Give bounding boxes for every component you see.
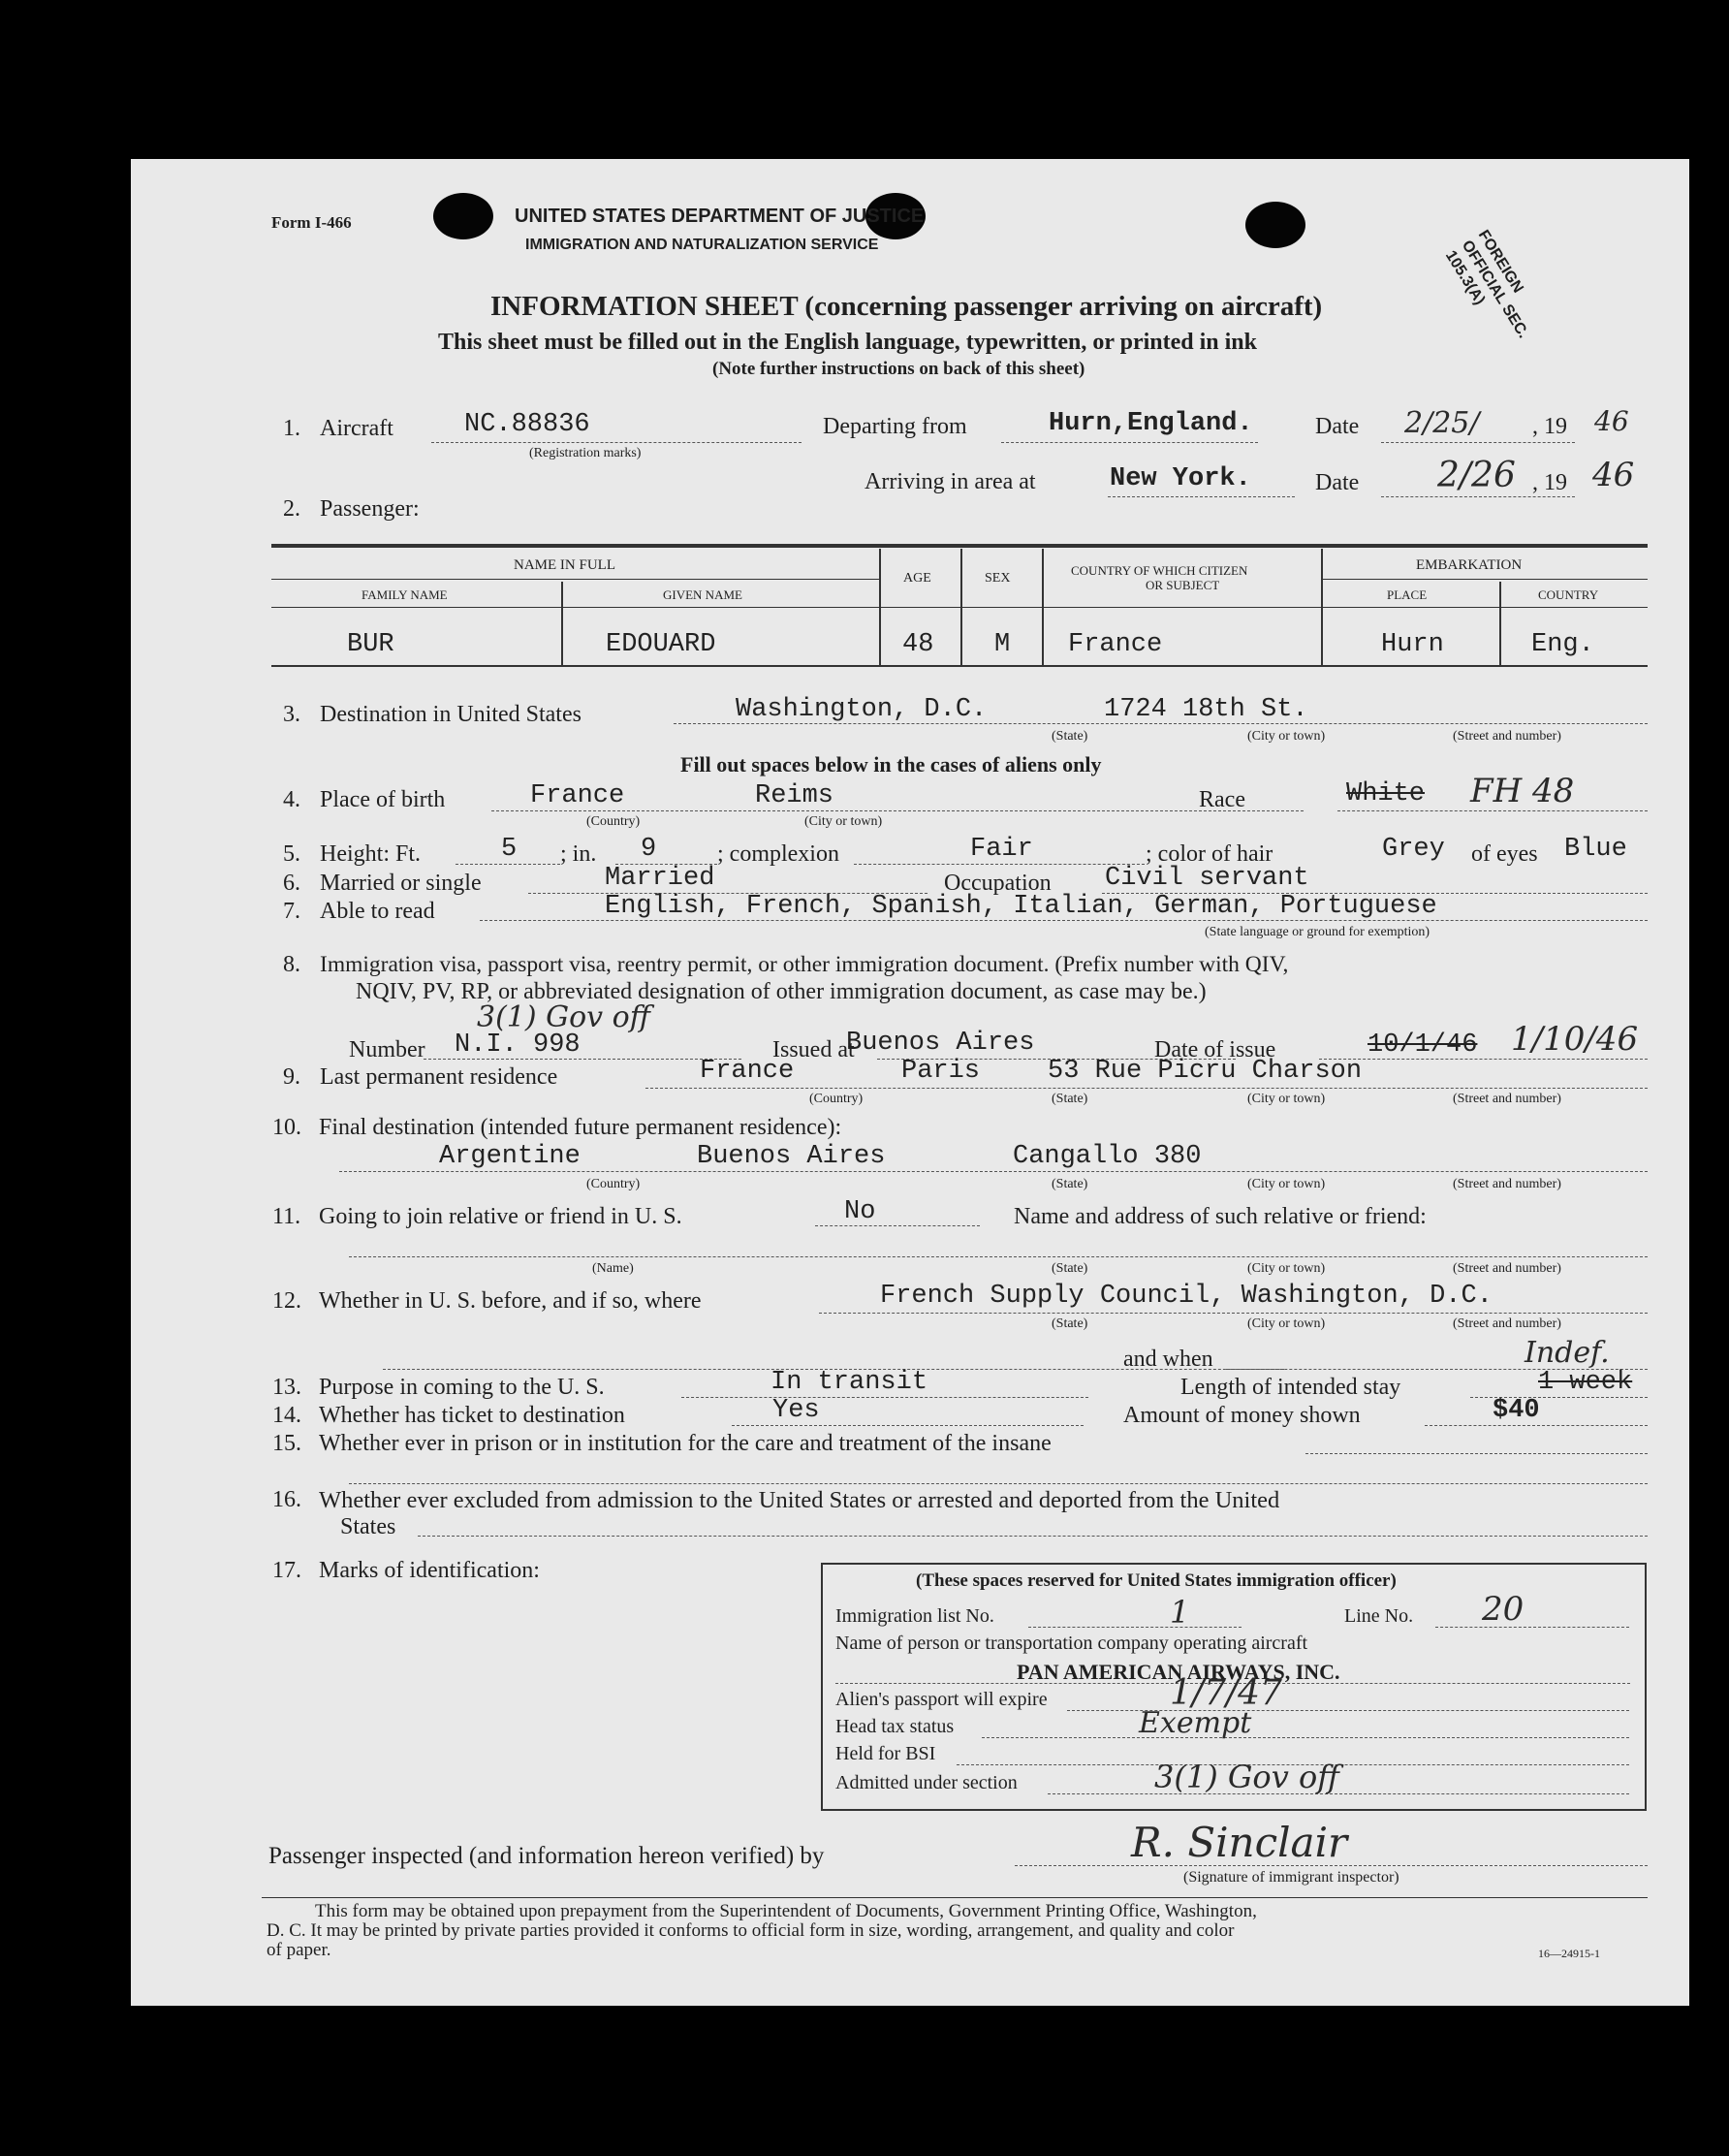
sub-street: (Street and number): [1453, 729, 1561, 744]
stay-label: Length of intended stay: [1180, 1375, 1401, 1400]
item1-number: 1.: [283, 416, 300, 441]
operator-label: Name of person or transportation company operating aircraft: [835, 1633, 1308, 1654]
prison-label: Whether ever in prison or in institution for the care and treatment of the insane: [319, 1431, 1052, 1456]
join-relative-label: Going to join relative or friend in U. S.: [319, 1204, 682, 1229]
citizen-header-1: COUNTRY OF WHICH CITIZEN: [1071, 563, 1248, 578]
height-ft: 5: [501, 835, 518, 864]
passenger-label: Passenger:: [320, 496, 420, 522]
sub-name: (Name): [592, 1261, 634, 1276]
item14-number: 14.: [272, 1403, 301, 1428]
height-label: Height: Ft.: [320, 841, 422, 867]
issued-label: Issued at: [772, 1037, 855, 1062]
footer-line3: of paper.: [267, 1940, 331, 1960]
bsi-label: Held for BSI: [835, 1743, 936, 1764]
arrival-date-value: 2/26: [1437, 456, 1516, 495]
sub-country: (Country): [586, 1177, 641, 1191]
inches-label: ; in.: [560, 841, 597, 867]
eyes-label: of eyes: [1471, 841, 1538, 867]
languages-value: English, French, Spanish, Italian, German, Portuguese: [605, 892, 1437, 921]
sub-country: (Country): [586, 814, 641, 829]
family-name-value: BUR: [347, 630, 394, 659]
previous-visit-label: Whether in U. S. before, and if so, where: [319, 1288, 702, 1314]
birth-city: Reims: [755, 781, 834, 810]
sub-city: (City or town): [1247, 729, 1326, 744]
hair-label: ; color of hair: [1146, 841, 1273, 867]
sex-value: M: [994, 630, 1011, 659]
list-label: Immigration list No.: [835, 1605, 994, 1627]
sub-state: (State): [1052, 1177, 1088, 1191]
passport-label: Alien's passport will expire: [835, 1689, 1048, 1710]
passport-value: 1/7/47: [1170, 1673, 1282, 1713]
country-header: COUNTRY: [1538, 587, 1599, 602]
join-relative-value: No: [844, 1197, 876, 1226]
birth-label: Place of birth: [320, 787, 446, 812]
item13-number: 13.: [272, 1375, 301, 1400]
sub-country: (Country): [809, 1092, 864, 1106]
money-label: Amount of money shown: [1123, 1403, 1361, 1428]
depart-year-prefix: , 19: [1532, 414, 1567, 439]
headtax-value: Exempt: [1139, 1706, 1252, 1740]
sub-state: (State): [1052, 1092, 1088, 1106]
headtax-label: Head tax status: [835, 1716, 955, 1737]
previous-visit-value: French Supply Council, Washington, D.C.: [880, 1282, 1493, 1311]
officer-box-heading: (These spaces reserved for United States immigration officer): [916, 1570, 1397, 1591]
item8-number: 8.: [283, 952, 300, 977]
final-state: Buenos Aires: [697, 1142, 886, 1171]
final-country: Argentine: [439, 1142, 581, 1171]
sheet-note: (Note further instructions on back of this sheet): [712, 359, 1085, 379]
sub-city: (City or town): [1247, 1177, 1326, 1191]
item11-number: 11.: [272, 1204, 301, 1229]
punch-hole-right: [1245, 202, 1305, 248]
embark-place-value: Hurn: [1381, 630, 1444, 659]
item8-line2: NQIV, PV, RP, or abbreviated designation of other immigration document, as case may be.): [356, 979, 1207, 1004]
final-city: Cangallo 380: [1013, 1142, 1202, 1171]
sex-header: SEX: [985, 571, 1011, 586]
aliens-heading: Fill out spaces below in the cases of aliens only: [680, 752, 1102, 777]
list-value: 1: [1170, 1594, 1190, 1631]
punch-hole-left: [433, 193, 493, 239]
languages-sub: (State language or ground for exemption): [1205, 925, 1430, 939]
foreign-official-stamp: FOREIGN OFFICIAL SEC. 105.3(A): [1441, 227, 1532, 341]
item7-number: 7.: [283, 899, 300, 924]
excluded-line1: Whether ever excluded from admission to the United States or arrested and deported from the United: [319, 1487, 1280, 1513]
item9-number: 9.: [283, 1064, 300, 1090]
depart-date-value: 2/25/: [1404, 406, 1480, 440]
item6-number: 6.: [283, 871, 300, 896]
money-value: $40: [1493, 1396, 1540, 1425]
item17-number: 17.: [272, 1558, 301, 1583]
item10-number: 10.: [272, 1115, 301, 1140]
department-title: UNITED STATES DEPARTMENT OF JUSTICE: [515, 206, 925, 227]
complexion-label: ; complexion: [717, 841, 839, 867]
item15-number: 15.: [272, 1431, 301, 1456]
occupation-value: Civil servant: [1105, 864, 1309, 893]
admitted-value: 3(1) Gov off: [1154, 1759, 1339, 1795]
footer-line1: This form may be obtained upon prepayment from the Superintendent of Documents, Government Printing Office, Washington,: [315, 1901, 1257, 1921]
age-header: AGE: [903, 571, 931, 586]
depart-year-value: 46: [1594, 405, 1629, 437]
line-label: Line No.: [1344, 1605, 1414, 1627]
family-name-header: FAMILY NAME: [362, 587, 448, 602]
aircraft-value: NC.88836: [464, 410, 590, 439]
sub-street: (Street and number): [1453, 1092, 1561, 1106]
eyes-value: Blue: [1564, 835, 1627, 864]
item5-number: 5.: [283, 841, 300, 867]
identification-label: Marks of identification:: [319, 1558, 540, 1583]
birth-country: France: [530, 781, 625, 810]
visa-annotation: 3(1) Gov off: [477, 1000, 650, 1034]
sheet-title: INFORMATION SHEET (concerning passenger arriving on aircraft): [490, 291, 1323, 322]
sub-state: (State): [1052, 729, 1088, 744]
admitted-label: Admitted under section: [835, 1772, 1018, 1793]
issue-date-handwritten: 1/10/46: [1511, 1020, 1639, 1059]
given-name-value: EDOUARD: [606, 630, 716, 659]
inspection-label: Passenger inspected (and information hereon verified) by: [268, 1843, 825, 1869]
officer-box: [821, 1563, 1647, 1811]
item3-number: 3.: [283, 702, 300, 727]
departing-label: Departing from: [823, 414, 967, 439]
sub-city: (City or town): [1247, 1316, 1326, 1331]
arrival-year-prefix: , 19: [1532, 470, 1567, 495]
race-value: White: [1346, 779, 1426, 808]
visa-number-label: Number: [349, 1037, 425, 1062]
complexion-value: Fair: [970, 835, 1033, 864]
embarkation-header: EMBARKATION: [1416, 557, 1523, 573]
sub-city: (City or town): [1247, 1261, 1326, 1276]
issue-date-typed: 10/1/46: [1367, 1030, 1478, 1060]
footer-line2: D. C. It may be printed by private parties provided it conforms to official form in size, wording, arrangement, and quality and color: [267, 1920, 1235, 1941]
item16-number: 16.: [272, 1487, 301, 1512]
read-label: Able to read: [320, 899, 435, 924]
age-value: 48: [902, 630, 934, 659]
date-of-issue-label: Date of issue: [1154, 1037, 1276, 1062]
stay-typed: 1 week: [1538, 1368, 1633, 1397]
excluded-line2: States: [340, 1514, 396, 1539]
sub-city: (City or town): [804, 814, 883, 829]
race-note: FH 48: [1470, 772, 1575, 810]
form-number: Form I-466: [271, 213, 352, 232]
residence-street: 53 Rue Picru Charson: [1048, 1057, 1363, 1086]
ticket-label: Whether has ticket to destination: [319, 1403, 625, 1428]
form-sheet: [131, 159, 1689, 2006]
operator-value: PAN AMERICAN AIRWAYS, INC.: [1017, 1660, 1340, 1684]
visa-number-value: N.I. 998: [455, 1030, 581, 1060]
purpose-value: In transit: [770, 1368, 928, 1397]
arriving-value: New York.: [1110, 464, 1251, 493]
line-value: 20: [1482, 1590, 1525, 1629]
sheet-subtitle: This sheet must be filled out in the English language, typewritten, or printed in ink: [438, 330, 1257, 355]
hair-value: Grey: [1382, 835, 1445, 864]
sub-street: (Street and number): [1453, 1316, 1561, 1331]
destination-state: Washington, D.C.: [736, 695, 988, 724]
arrival-date-label: Date: [1315, 470, 1360, 495]
item8-line1: Immigration visa, passport visa, reentry permit, or other immigration document. (Prefix number with QIV,: [320, 952, 1289, 977]
service-title: IMMIGRATION AND NATURALIZATION SERVICE: [525, 237, 879, 253]
aircraft-sub: (Registration marks): [529, 446, 642, 460]
destination-label: Destination in United States: [320, 702, 582, 727]
citizen-value: France: [1068, 630, 1163, 659]
residence-state: Paris: [901, 1057, 981, 1086]
sub-street: (Street and number): [1453, 1261, 1561, 1276]
departing-value: Hurn,England.: [1049, 409, 1253, 438]
final-destination-label: Final destination (intended future permanent residence):: [319, 1115, 842, 1140]
relative-name-label: Name and address of such relative or friend:: [1014, 1204, 1427, 1229]
arrival-year-value: 46: [1592, 456, 1635, 494]
item12-number: 12.: [272, 1288, 301, 1314]
arriving-label: Arriving in area at: [864, 469, 1036, 494]
destination-street: 1724 18th St.: [1104, 695, 1308, 724]
race-label: Race: [1199, 787, 1245, 812]
residence-label: Last permanent residence: [320, 1064, 558, 1090]
item2-number: 2.: [283, 496, 300, 522]
ticket-value: Yes: [772, 1396, 820, 1425]
name-in-full-header: NAME IN FULL: [514, 557, 615, 573]
stay-handwritten: Indef.: [1525, 1336, 1610, 1370]
married-label: Married or single: [320, 871, 482, 896]
place-header: PLACE: [1387, 587, 1428, 602]
item4-number: 4.: [283, 787, 300, 812]
when-label: and when: [1123, 1347, 1213, 1372]
aircraft-label: Aircraft: [320, 416, 393, 441]
date-label: Date: [1315, 414, 1360, 439]
issued-value: Buenos Aires: [846, 1029, 1035, 1058]
height-in: 9: [641, 835, 657, 864]
married-value: Married: [605, 864, 715, 893]
citizen-header-2: OR SUBJECT: [1146, 578, 1220, 592]
signature-sub: (Signature of immigrant inspector): [1183, 1869, 1399, 1886]
sub-street: (Street and number): [1453, 1177, 1561, 1191]
occupation-label: Occupation: [944, 871, 1052, 896]
inspector-signature: R. Sinclair: [1131, 1819, 1348, 1866]
given-name-header: GIVEN NAME: [663, 587, 742, 602]
footer-code: 16—24915-1: [1538, 1947, 1600, 1960]
residence-country: France: [700, 1057, 795, 1086]
sub-city: (City or town): [1247, 1092, 1326, 1106]
embark-country-value: Eng.: [1531, 630, 1594, 659]
purpose-label: Purpose in coming to the U. S.: [319, 1375, 605, 1400]
sub-state: (State): [1052, 1261, 1088, 1276]
sub-state: (State): [1052, 1316, 1088, 1331]
